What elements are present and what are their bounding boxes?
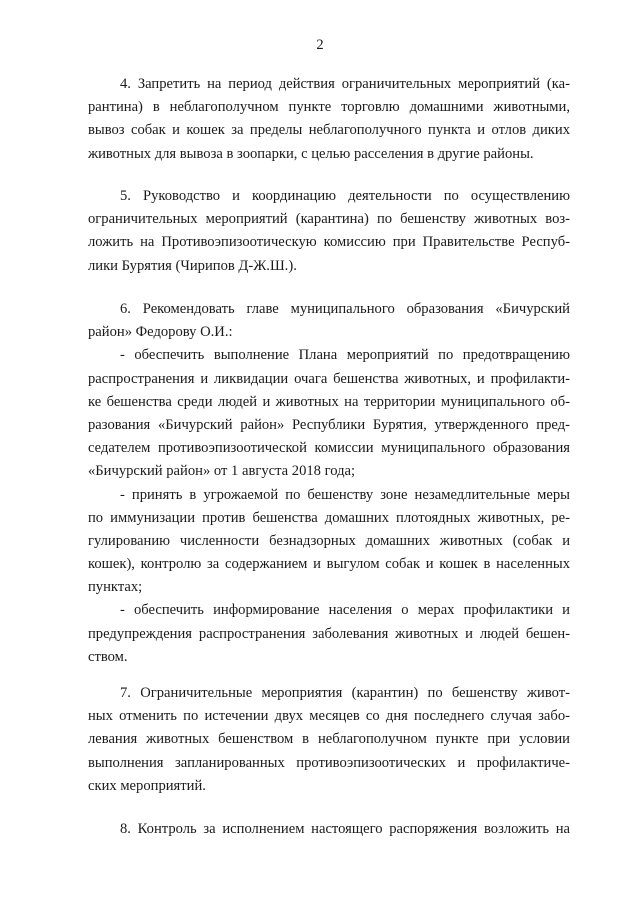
list-item-line: предупреждения распространения заболевания животных и людей бешен- [88,625,570,642]
paragraph-line: 4. Запретить на период действия ограничительных мероприятий (ка- [120,76,570,92]
list-item-line: разования «Бичурский район» Республики Бурятия, утвержденного пред- [88,416,570,433]
paragraph-line: выполнения запланированных противоэпизоотических и профилактиче- [88,754,570,771]
paragraph-4 [88,73,570,166]
paragraph-line: 7. Ограничительные мероприятия (карантин) по бешенству живот- [120,685,570,701]
paragraph-line: район» Федорову О.И.: [88,324,233,341]
list-item-line: распространения и ликвидации очага бешенства животных, и профилакти- [88,370,570,387]
paragraph-line: 6. Рекомендовать главе муниципального образования «Бичурский [120,301,570,317]
paragraph-8 [88,818,570,841]
list-item-line: седателем противоэпизоотической комиссии муниципального образования [88,440,570,457]
paragraph-5 [88,185,570,278]
paragraph-line: животных для вывоза в зоопарки, с целью расселения в другие районы. [88,145,534,162]
list-item-line: ке бешенства среди людей и животных на территории муниципального об- [88,393,570,410]
paragraph-line: ложить на Противоэпизоотическую комиссию при Правительстве Респуб- [88,234,570,251]
list-item-line: кошек), контролю за содержанием и выгулом собак и кошек в населенных [88,556,570,573]
paragraph-line: 8. Контроль за исполнением настоящего распоряжения возложить на [120,821,570,837]
paragraph-line: рантина) в неблагополучном пункте торговлю домашними животными, [88,99,570,116]
paragraph-line: ских мероприятий. [88,777,206,794]
list-item-line: пунктах; [88,579,143,596]
list-item-line: гулированию численности безнадзорных домашних животных (собак и [88,532,570,549]
page-number: 2 [316,37,324,53]
list-item-line: - принять в угрожаемой по бешенству зоне незамедлительные меры [120,486,570,503]
paragraph-7 [88,682,570,798]
paragraph-line: ных отменить по истечении двух месяцев со дня последнего случая забо- [88,708,570,725]
paragraph-6 [88,298,570,669]
list-item-line: ством. [88,648,128,665]
list-item-line: - обеспечить выполнение Плана мероприятий по предотвращению [120,347,570,364]
list-item-line: по иммунизации против бешенства домашних плотоядных животных, ре- [88,509,570,526]
paragraph-line: вывоз собак и кошек за пределы неблагополучного пункта и отлов диких [88,122,570,139]
list-item-line: «Бичурский район» от 1 августа 2018 года; [88,463,356,480]
paragraph-line: 5. Руководство и координацию деятельности по осуществлению [120,188,570,204]
paragraph-line: лики Бурятия (Чирипов Д-Ж.Ш.). [88,257,297,274]
paragraph-line: левания животных бешенством в неблагополучном пункте при условии [88,731,570,748]
list-item-line: - обеспечить информирование населения о мерах профилактики и [120,602,570,619]
paragraph-line: ограничительных мероприятий (карантина) по бешенству животных воз- [88,211,570,228]
